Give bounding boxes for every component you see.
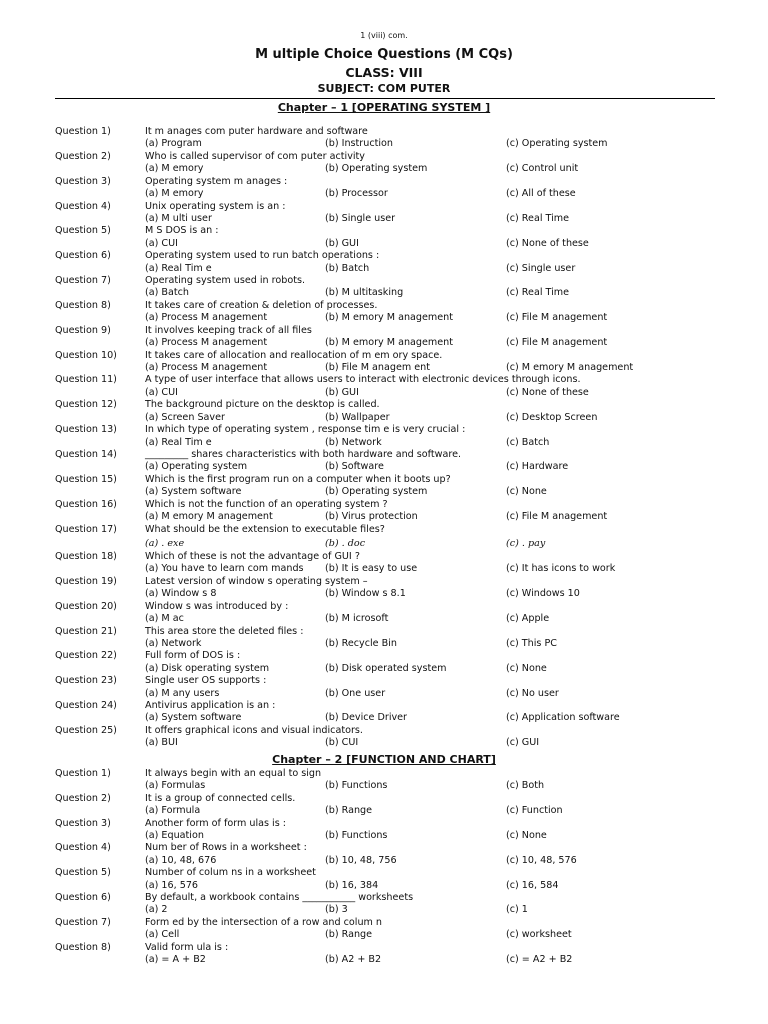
option-b: (b) M icrosoft — [325, 613, 389, 625]
question-number: Question 6) — [55, 250, 111, 262]
option-a: (a) 2 — [145, 904, 168, 916]
option-a: (a) CUI — [145, 237, 178, 249]
question-item — [0, 499, 768, 524]
question-item — [0, 325, 768, 350]
option-c: (c) Batch — [506, 436, 550, 448]
option-b: (b) Disk operated system — [325, 662, 447, 674]
option-c: (c) Desktop Screen — [506, 411, 598, 423]
question-item — [0, 675, 768, 700]
option-a: (a) Batch — [145, 287, 189, 299]
question-item — [0, 626, 768, 651]
question-number: Question 11) — [55, 374, 117, 386]
question-number: Question 8) — [55, 941, 111, 953]
question-item — [0, 176, 768, 201]
option-a: (a) M emory M anagement — [145, 511, 273, 523]
document-title: M ultiple Choice Questions (M CQs) — [255, 47, 513, 62]
option-b: (b) CUI — [325, 737, 359, 749]
question-item — [0, 201, 768, 226]
option-c: (c) Hardware — [506, 461, 569, 473]
question-text: Who is called supervisor of com puter activity — [145, 150, 365, 162]
question-number: Question 18) — [55, 551, 117, 562]
question-item — [0, 350, 768, 375]
option-a: (a) System software — [145, 486, 242, 498]
option-b: (b) M ultitasking — [325, 287, 404, 299]
question-text: Window s was introduced by : — [145, 600, 289, 612]
question-item — [0, 474, 768, 499]
option-b: (b) File M anagem ent — [325, 361, 431, 373]
option-a: (a) CUI — [145, 386, 178, 398]
question-number: Question 6) — [55, 892, 111, 904]
option-c: (c) 1 — [506, 904, 528, 916]
question-number: Question 16) — [55, 498, 117, 510]
question-item — [0, 818, 768, 843]
question-number: Question 20) — [55, 600, 117, 612]
option-c: (c) Windows 10 — [506, 588, 580, 600]
option-c: (c) None of these — [506, 386, 589, 398]
question-item — [0, 250, 768, 275]
option-a: (a) M ac — [145, 613, 184, 625]
question-item — [0, 700, 768, 725]
page-number-line: 1 (viii) com. — [360, 31, 408, 40]
option-b: (b) 3 — [325, 904, 348, 916]
question-item — [0, 793, 768, 818]
question-number: Question 19) — [55, 575, 117, 587]
question-text: It involves keeping track of all files — [145, 324, 312, 336]
option-a: (a) BUI — [145, 737, 178, 749]
question-text: It always begin with an equal to sign — [145, 768, 322, 779]
chapter-2-heading: Chapter – 2 [FUNCTION AND CHART] — [272, 753, 496, 766]
option-b: (b) Functions — [325, 830, 388, 842]
option-a: (a) Process M anagement — [145, 337, 268, 349]
option-c: (c) Both — [506, 780, 545, 792]
option-b: (b) GUI — [325, 237, 359, 249]
question-number: Question 7) — [55, 916, 111, 928]
option-b: (b) Recycle Bin — [325, 637, 397, 649]
option-a: (a) Real Tim e — [145, 262, 212, 274]
option-a: (a) Real Tim e — [145, 436, 212, 448]
question-number: Question 14) — [55, 448, 117, 460]
question-text: What should be the extension to executable files? — [145, 523, 385, 535]
question-text: The background picture on the desktop is called. — [145, 399, 380, 411]
question-item — [0, 399, 768, 424]
question-text: It takes care of allocation and reallocation of m em ory space. — [145, 349, 443, 361]
question-item — [0, 374, 768, 399]
question-text: M S DOS is an : — [145, 225, 219, 237]
question-item — [0, 768, 768, 793]
question-text: By default, a workbook contains ___________ worksheets — [145, 892, 414, 904]
option-b: (b) Operating system — [325, 486, 428, 498]
option-a: (a) M emory — [145, 163, 204, 175]
question-number: Question 5) — [55, 225, 111, 237]
option-a: (a) Process M anagement — [145, 361, 268, 373]
option-b: (b) One user — [325, 687, 386, 699]
option-c: (c) This PC — [506, 637, 557, 649]
question-text: Operating system used to run batch operations : — [145, 250, 380, 262]
question-number: Question 10) — [55, 349, 117, 361]
chapter-1-question-list — [0, 126, 768, 750]
chapter-1-heading: Chapter – 1 [OPERATING SYSTEM ] — [277, 101, 491, 114]
question-text: Single user OS supports : — [145, 675, 267, 687]
question-item — [0, 151, 768, 176]
question-number: Question 12) — [55, 399, 117, 411]
option-a: (a) M any users — [145, 687, 220, 699]
option-a: (a) Equation — [145, 830, 204, 842]
option-c: (c) 16, 584 — [506, 879, 559, 891]
option-b: (b) GUI — [325, 386, 359, 398]
option-c: (c) GUI — [506, 737, 540, 749]
option-c: (c) All of these — [506, 188, 576, 200]
question-text: Which is not the function of an operating system ? — [145, 498, 388, 510]
option-b: (b) 16, 384 — [325, 879, 379, 891]
question-number: Question 7) — [55, 275, 111, 287]
option-c: (c) None — [506, 662, 547, 674]
question-text: Which is the first program run on a computer when it boots up? — [145, 473, 451, 485]
question-text: In which type of operating system , response tim e is very crucial : — [145, 424, 466, 436]
option-c: (c) None — [506, 486, 547, 498]
question-text: It is a group of connected cells. — [145, 792, 296, 804]
option-a: (a) Window s 8 — [145, 588, 217, 600]
question-item — [0, 725, 768, 750]
question-text: Operating system used in robots. — [145, 275, 306, 287]
question-item — [0, 424, 768, 449]
option-b: (b) Batch — [325, 262, 370, 274]
question-item — [0, 225, 768, 250]
option-c: (c) Real Time — [506, 212, 570, 224]
option-a: (a) 16, 576 — [145, 879, 199, 891]
option-c: (c) No user — [506, 687, 559, 699]
question-number: Question 23) — [55, 675, 117, 687]
option-b: (b) Software — [325, 461, 384, 473]
question-text: Latest version of window s operating system – — [145, 575, 368, 587]
question-text: Unix operating system is an : — [145, 200, 286, 212]
question-text: Another form of form ulas is : — [145, 817, 287, 829]
option-c: (c) Apple — [506, 613, 550, 625]
option-c: (c) Control unit — [506, 163, 579, 175]
option-c: (c) Function — [506, 805, 563, 817]
question-text: Valid form ula is : — [145, 941, 229, 953]
option-a: (a) Formula — [145, 805, 201, 817]
question-text: Antivirus application is an : — [145, 700, 276, 712]
option-c: (c) = A2 + B2 — [506, 954, 573, 966]
question-number: Question 25) — [55, 724, 117, 736]
question-number: Question 8) — [55, 299, 111, 311]
option-a: (a) Screen Saver — [145, 411, 225, 423]
question-text: A type of user interface that allows users to interact with electronic devices through icons. — [145, 374, 581, 386]
option-c: (c) None of these — [506, 237, 589, 249]
option-c: (c) It has icons to work — [506, 563, 616, 575]
question-number: Question 17) — [55, 523, 117, 535]
option-a: (a) Cell — [145, 929, 180, 941]
question-number: Question 1) — [55, 768, 111, 779]
option-a: (a) System software — [145, 712, 242, 724]
option-b: (b) Range — [325, 805, 373, 817]
question-text: It m anages com puter hardware and software — [145, 126, 368, 137]
option-a: (a) Network — [145, 637, 202, 649]
option-c: (c) File M anagement — [506, 312, 608, 324]
option-b: (b) Processor — [325, 188, 388, 200]
option-c: (c) File M anagement — [506, 511, 608, 523]
question-text: Form ed by the intersection of a row and colum n — [145, 916, 383, 928]
option-c: (c) . pay — [506, 538, 546, 550]
option-c: (c) None — [506, 830, 547, 842]
question-item — [0, 842, 768, 867]
chapter-2-question-list — [0, 768, 768, 967]
question-number: Question 4) — [55, 200, 111, 212]
header-divider — [55, 98, 715, 99]
question-text: Number of colum ns in a worksheet — [145, 867, 316, 879]
option-b: (b) A2 + B2 — [325, 954, 382, 966]
question-number: Question 21) — [55, 625, 117, 637]
option-a: (a) . exe — [145, 538, 185, 550]
question-text: Num ber of Rows in a worksheet : — [145, 842, 307, 854]
question-item — [0, 524, 768, 552]
option-b: (b) Window s 8.1 — [325, 588, 406, 600]
option-b: (b) Range — [325, 929, 373, 941]
option-b: (b) . doc — [325, 538, 366, 550]
question-item — [0, 126, 768, 151]
question-item — [0, 867, 768, 892]
option-b: (b) Functions — [325, 780, 388, 792]
option-a: (a) Program — [145, 138, 202, 150]
question-item — [0, 551, 768, 576]
option-a: (a) M ulti user — [145, 212, 212, 224]
option-c: (c) Real Time — [506, 287, 570, 299]
question-text: Which of these is not the advantage of GUI ? — [145, 551, 360, 562]
question-item — [0, 892, 768, 917]
option-c: (c) 10, 48, 576 — [506, 854, 577, 866]
question-number: Question 5) — [55, 867, 111, 879]
option-b: (b) Wallpaper — [325, 411, 390, 423]
question-text: Operating system m anages : — [145, 175, 288, 187]
question-number: Question 13) — [55, 424, 117, 436]
option-b: (b) Network — [325, 436, 382, 448]
option-a: (a) Formulas — [145, 780, 206, 792]
question-item — [0, 449, 768, 474]
question-text: _________ shares characteristics with both hardware and software. — [145, 448, 462, 460]
question-item — [0, 300, 768, 325]
question-text: It offers graphical icons and visual indicators. — [145, 724, 363, 736]
question-text: It takes care of creation & deletion of processes. — [145, 299, 378, 311]
option-a: (a) 10, 48, 676 — [145, 854, 217, 866]
option-b: (b) Device Driver — [325, 712, 408, 724]
option-c: (c) Application software — [506, 712, 620, 724]
option-b: (b) M emory M anagement — [325, 312, 453, 324]
question-number: Question 3) — [55, 175, 111, 187]
option-c: (c) Single user — [506, 262, 576, 274]
option-b: (b) Single user — [325, 212, 396, 224]
option-a: (a) M emory — [145, 188, 204, 200]
option-b: (b) M emory M anagement — [325, 337, 453, 349]
question-number: Question 1) — [55, 126, 111, 137]
option-b: (b) Instruction — [325, 138, 393, 150]
question-number: Question 22) — [55, 650, 117, 662]
option-b: (b) Virus protection — [325, 511, 418, 523]
question-number: Question 2) — [55, 792, 111, 804]
question-item — [0, 576, 768, 601]
question-text: Full form of DOS is : — [145, 650, 241, 662]
class-label: CLASS: VIII — [345, 65, 423, 80]
question-number: Question 24) — [55, 700, 117, 712]
option-c: (c) M emory M anagement — [506, 361, 634, 373]
option-b: (b) It is easy to use — [325, 563, 418, 575]
option-c: (c) Operating system — [506, 138, 608, 150]
subject-label: SUBJECT: COM PUTER — [317, 82, 451, 95]
question-item — [0, 275, 768, 300]
option-a: (a) Process M anagement — [145, 312, 268, 324]
question-text: This area store the deleted files : — [145, 625, 304, 637]
option-c: (c) worksheet — [506, 929, 572, 941]
question-item — [0, 650, 768, 675]
question-number: Question 4) — [55, 842, 111, 854]
option-b: (b) Operating system — [325, 163, 428, 175]
question-item — [0, 601, 768, 626]
option-b: (b) 10, 48, 756 — [325, 854, 397, 866]
question-number: Question 15) — [55, 473, 117, 485]
option-a: (a) Disk operating system — [145, 662, 270, 674]
question-number: Question 2) — [55, 150, 111, 162]
question-number: Question 9) — [55, 324, 111, 336]
option-a: (a) You have to learn com mands — [145, 563, 304, 575]
option-a: (a) Operating system — [145, 461, 248, 473]
option-c: (c) File M anagement — [506, 337, 608, 349]
question-number: Question 3) — [55, 817, 111, 829]
question-item — [0, 942, 768, 967]
question-item — [0, 917, 768, 942]
option-a: (a) = A + B2 — [145, 954, 206, 966]
